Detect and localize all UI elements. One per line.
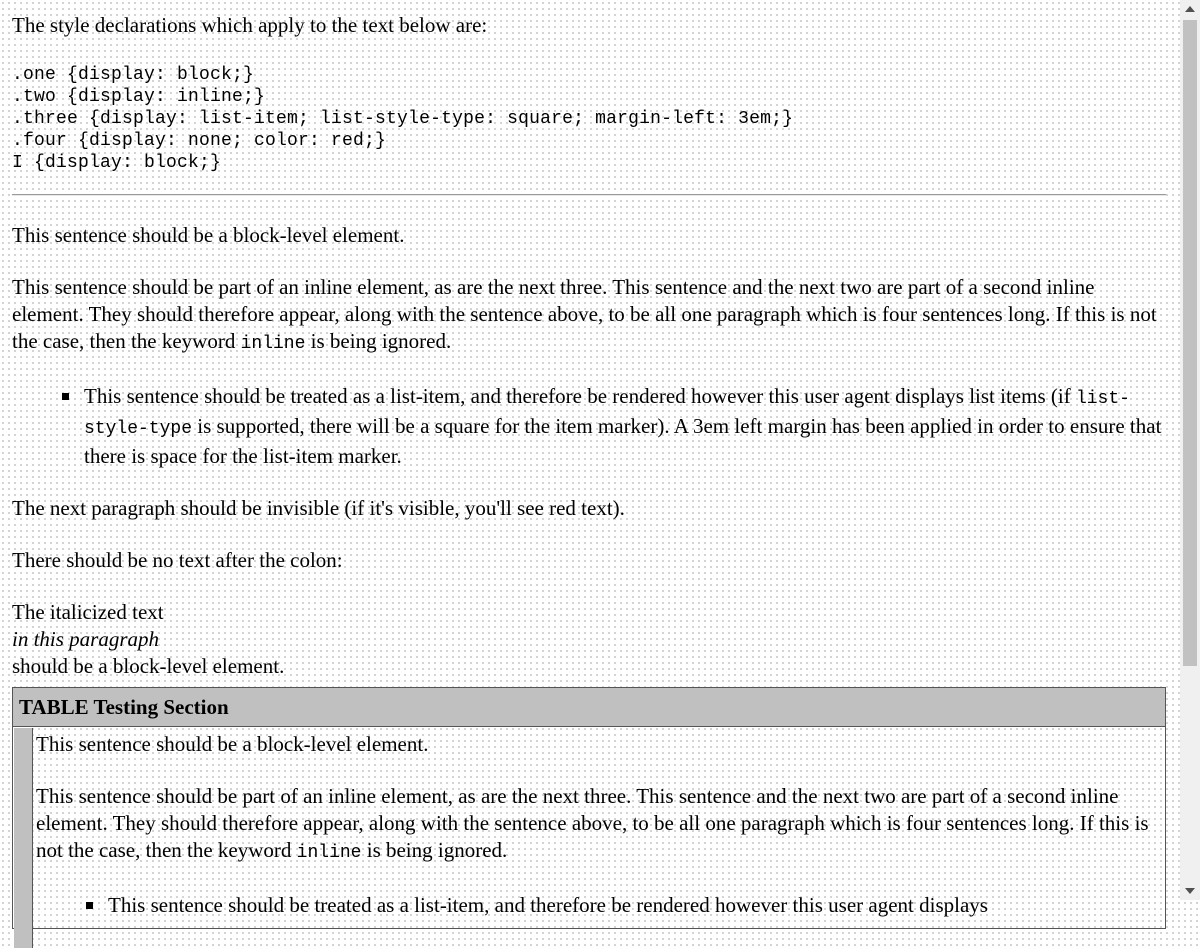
italic-paragraph xyxy=(12,599,1166,680)
css-rule: .two {display: inline;} xyxy=(12,87,266,107)
invisible-note: The next paragraph should be invisible (if it's visible, you'll see red text). xyxy=(12,496,625,520)
css-rule: .three {display: list-item; list-style-type: square; margin-left: 3em;} xyxy=(12,109,794,129)
list-text-end: is supported, there will be a square for the item marker). A 3em left margin has been applied in order to ensure that there is space for the list-item marker. xyxy=(84,414,1162,468)
colon-note: There should be no text after the colon: xyxy=(12,548,343,572)
inline-text: This sentence should be part of an inline element, as are the next three. This sentence and the next two are part of a second inline element. They should therefore appear, along with the sentence above, to be all one paragraph which is four sentences long. If this is not the case, then the keyword xyxy=(12,275,1157,353)
table-inline-text-end: is being ignored. xyxy=(361,838,508,862)
intro-text: The style declarations which apply to the text below are: xyxy=(12,13,488,37)
italic-after: should be a block-level element. xyxy=(12,654,285,678)
scroll-up-arrow-icon[interactable] xyxy=(1185,6,1195,12)
table-body xyxy=(36,731,1160,919)
list-style-keyword: list-style-type xyxy=(84,389,1130,439)
italic-before: The italicized text xyxy=(12,600,164,624)
scroll-thumb[interactable] xyxy=(1183,20,1197,666)
table-header: TABLE Testing Section xyxy=(13,688,1165,727)
table-block-sentence: This sentence should be a block-level element. xyxy=(36,732,429,756)
page-content xyxy=(12,0,1166,680)
css-rule: I {display: block;} xyxy=(12,153,222,173)
list-text: This sentence should be treated as a list-item, and therefore be rendered however this user agent displays list items (if xyxy=(84,384,1076,408)
table-inline-text: This sentence should be part of an inline element, as are the next three. This sentence and the next two are part of a second inline element. They should therefore appear, along with the sentence above, to be all one paragraph which is four sentences long. If this is not the case, then the keyword xyxy=(36,784,1149,862)
css-rules-code xyxy=(12,64,1166,174)
scroll-down-arrow-icon[interactable] xyxy=(1185,888,1195,894)
square-bullet-icon xyxy=(62,393,69,400)
inline-paragraph xyxy=(12,274,1166,358)
divider xyxy=(12,194,1166,196)
vertical-scrollbar[interactable] xyxy=(1180,0,1200,900)
list-item xyxy=(12,383,1166,470)
square-bullet-icon xyxy=(86,902,93,909)
table-inline-keyword: inline xyxy=(296,843,362,863)
table-inline-paragraph xyxy=(36,783,1160,867)
table-list-text: This sentence should be treated as a list-item, and therefore be rendered however this user agent displays xyxy=(108,893,988,917)
css-rule: .one {display: block;} xyxy=(12,65,255,85)
italic-text: in this paragraph xyxy=(12,627,160,651)
table-testing-section xyxy=(12,687,1166,929)
table-list-item xyxy=(36,892,1160,919)
table-gutter xyxy=(14,728,32,948)
table-divider xyxy=(32,728,33,948)
css-rule: .four {display: none; color: red;} xyxy=(12,131,387,151)
inline-keyword: inline xyxy=(240,334,306,354)
inline-text-end: is being ignored. xyxy=(305,329,452,353)
block-sentence: This sentence should be a block-level element. xyxy=(12,223,405,247)
